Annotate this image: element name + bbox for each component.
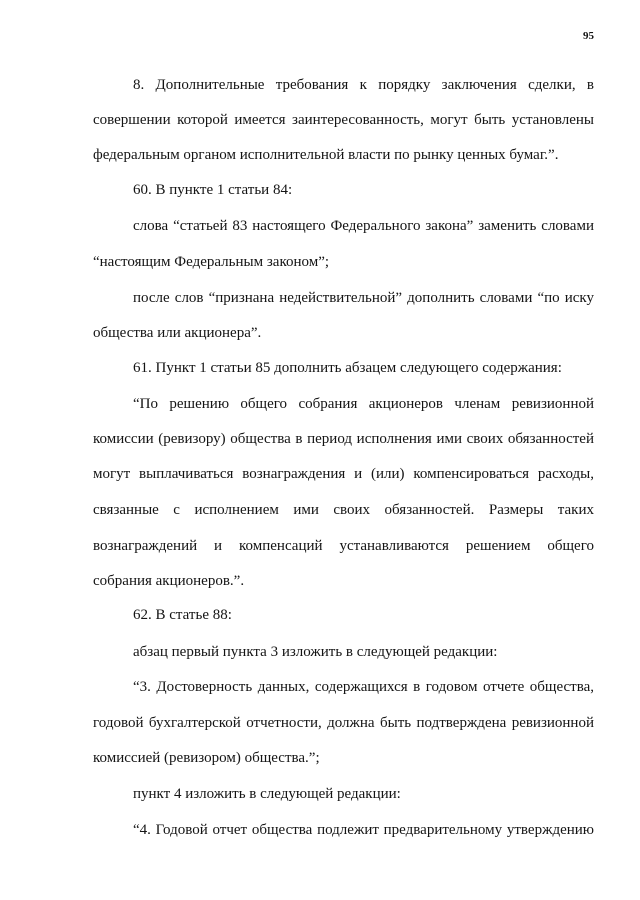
text-line: 60. В пункте 1 статьи 84: [133, 182, 293, 198]
text-line: 61. Пункт 1 статьи 85 дополнить абзацем следующего содержания: [133, 360, 562, 376]
page-number: 95 [583, 30, 594, 42]
text-line: пункт 4 изложить в следующей редакции: [133, 786, 401, 802]
text-line: “4. Годовой отчет общества подлежит предварительному утверждению [133, 822, 594, 838]
text-line: после слов “признана недействительной” дополнить словами “по иску [133, 290, 594, 306]
text-line: вознаграждений и компенсаций устанавливаются решением общего [93, 538, 594, 554]
text-line: связанные с исполнением ими своих обязанностей. Размеры таких [93, 502, 594, 518]
text-line: могут выплачиваться вознаграждения и (или) компенсироваться расходы, [93, 466, 594, 482]
text-line: слова “статьей 83 настоящего Федерального закона” заменить словами [133, 218, 594, 234]
text-line: “3. Достоверность данных, содержащихся в годовом отчете общества, [133, 679, 594, 695]
text-line: годовой бухгалтерской отчетности, должна быть подтверждена ревизионной [93, 715, 594, 731]
text-line: “настоящим Федеральным законом”; [93, 254, 330, 270]
text-line: абзац первый пункта 3 изложить в следующей редакции: [133, 644, 498, 660]
text-line: собрания акционеров.”. [93, 573, 245, 589]
text-line: общества или акционера”. [93, 325, 262, 341]
text-line: 8. Дополнительные требования к порядку заключения сделки, в [133, 77, 594, 93]
text-line: федеральным органом исполнительной власти по рынку ценных бумаг.”. [93, 147, 559, 163]
text-line: комиссией (ревизором) общества.”; [93, 750, 320, 766]
text-line: 62. В статье 88: [133, 607, 232, 623]
text-line: совершении которой имеется заинтересованность, могут быть установлены [93, 112, 594, 128]
text-line: “По решению общего собрания акционеров членам ревизионной [133, 396, 594, 412]
text-line: комиссии (ревизору) общества в период исполнения ими своих обязанностей [93, 431, 594, 447]
